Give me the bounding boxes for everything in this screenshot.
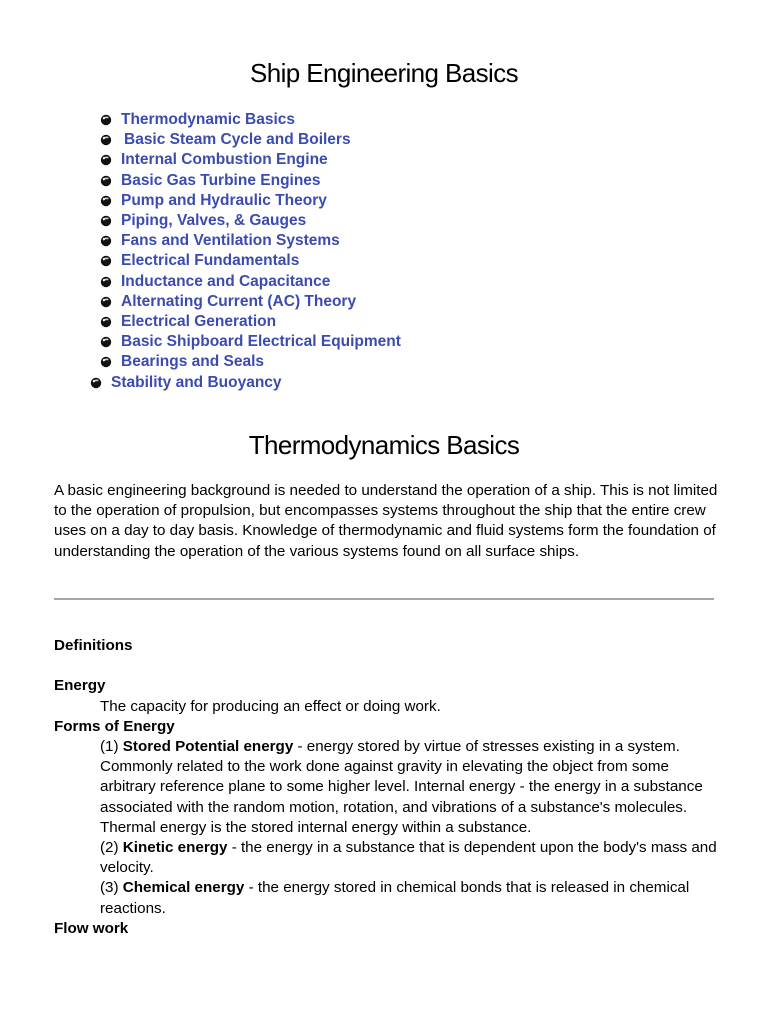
item-term: Stored Potential energy bbox=[122, 738, 294, 755]
toc-link[interactable]: Electrical Generation bbox=[121, 312, 277, 330]
bullet-icon bbox=[100, 276, 112, 288]
toc-link[interactable]: Internal Combustion Engine bbox=[121, 151, 328, 169]
bullet-icon bbox=[100, 175, 112, 187]
toc-link[interactable]: Basic Steam Cycle and Boilers bbox=[124, 131, 351, 149]
bullet-icon bbox=[100, 134, 112, 146]
toc-item-shipboard-electrical-equipment[interactable] bbox=[100, 332, 401, 352]
term-forms-of-energy: Forms of Energy bbox=[54, 717, 175, 735]
toc-item-alternating-current-theory[interactable] bbox=[100, 292, 401, 312]
item-text: - the energy stored in chemical bonds that is released in chemical reactions. bbox=[100, 879, 690, 917]
toc-link[interactable]: Thermodynamic Basics bbox=[121, 111, 296, 129]
toc-link[interactable]: Fans and Ventilation Systems bbox=[121, 232, 340, 250]
divider bbox=[54, 598, 714, 600]
bullet-icon bbox=[100, 336, 112, 348]
toc-item-thermodynamic-basics[interactable] bbox=[100, 110, 401, 130]
toc-item-stability-and-buoyancy[interactable] bbox=[90, 372, 401, 392]
definitions-heading: Definitions bbox=[54, 637, 133, 654]
toc-item-fans-and-ventilation[interactable] bbox=[100, 231, 401, 251]
page-title: Ship Engineering Basics bbox=[249, 58, 519, 88]
definitions-block bbox=[54, 636, 718, 939]
bullet-icon bbox=[100, 114, 112, 126]
item-text: - energy stored by virtue of stresses existing in a system. Commonly related to the work done against gravity in elevating the object from some arbitrary reference plane to some higher level. Internal energy - the energy in a substance associated with the random motion, rotation, and vibrations of a substance's molecules. Thermal energy is the stored internal energy within a substance. bbox=[100, 738, 703, 836]
toc-item-electrical-generation[interactable] bbox=[100, 312, 401, 332]
toc-item-electrical-fundamentals[interactable] bbox=[100, 251, 401, 271]
intro-paragraph: A basic engineering background is needed to understand the operation of a ship. This is not limited to the operation of propulsion, but encompasses systems throughout the ship that the entire crew uses on a day to day basis. Knowledge of thermodynamic and fluid systems form the foundation of understanding the operation of the various systems found on all surface ships. bbox=[54, 482, 718, 560]
item-number: (1) bbox=[100, 738, 119, 755]
definition-energy: The capacity for producing an effect or doing work. bbox=[100, 697, 441, 715]
toc-item-basic-gas-turbine-engines[interactable] bbox=[100, 171, 401, 191]
toc-link[interactable]: Stability and Buoyancy bbox=[111, 373, 282, 391]
item-text: - the energy in a substance that is dependent upon the body's mass and velocity. bbox=[100, 839, 717, 877]
toc-link[interactable]: Bearings and Seals bbox=[121, 353, 265, 371]
toc-item-inductance-and-capacitance[interactable] bbox=[100, 272, 401, 292]
toc-link[interactable]: Electrical Fundamentals bbox=[121, 252, 300, 270]
table-of-contents bbox=[100, 110, 401, 393]
toc-link[interactable]: Pump and Hydraulic Theory bbox=[121, 191, 327, 209]
bullet-icon bbox=[90, 377, 102, 389]
toc-item-basic-steam-cycle[interactable] bbox=[100, 130, 401, 150]
bullet-icon bbox=[100, 296, 112, 308]
toc-link[interactable]: Basic Gas Turbine Engines bbox=[121, 171, 321, 189]
item-number: (2) bbox=[100, 839, 119, 857]
toc-link[interactable]: Alternating Current (AC) Theory bbox=[121, 292, 357, 310]
item-term: Chemical energy bbox=[122, 879, 245, 897]
item-term: Kinetic energy bbox=[122, 839, 228, 857]
toc-link[interactable]: Inductance and Capacitance bbox=[121, 272, 331, 290]
bullet-icon bbox=[100, 316, 112, 328]
term-flow-work: Flow work bbox=[54, 919, 129, 937]
toc-link[interactable]: Piping, Valves, & Gauges bbox=[121, 212, 307, 230]
toc-item-pump-and-hydraulic-theory[interactable] bbox=[100, 191, 401, 211]
bullet-icon bbox=[100, 195, 112, 207]
term-energy: Energy bbox=[54, 677, 106, 695]
bullet-icon bbox=[100, 356, 112, 368]
toc-link[interactable]: Basic Shipboard Electrical Equipment bbox=[121, 333, 401, 351]
toc-item-piping-valves-gauges[interactable] bbox=[100, 211, 401, 231]
bullet-icon bbox=[100, 154, 112, 166]
bullet-icon bbox=[100, 255, 112, 267]
toc-item-internal-combustion-engine[interactable] bbox=[100, 150, 401, 170]
form-of-energy-item bbox=[100, 838, 718, 878]
bullet-icon bbox=[100, 235, 112, 247]
item-number: (3) bbox=[100, 879, 119, 897]
toc-item-bearings-and-seals[interactable] bbox=[100, 352, 401, 372]
section-title: Thermodynamics Basics bbox=[248, 430, 520, 460]
form-of-energy-item bbox=[100, 737, 718, 838]
form-of-energy-item bbox=[100, 878, 718, 918]
bullet-icon bbox=[100, 215, 112, 227]
